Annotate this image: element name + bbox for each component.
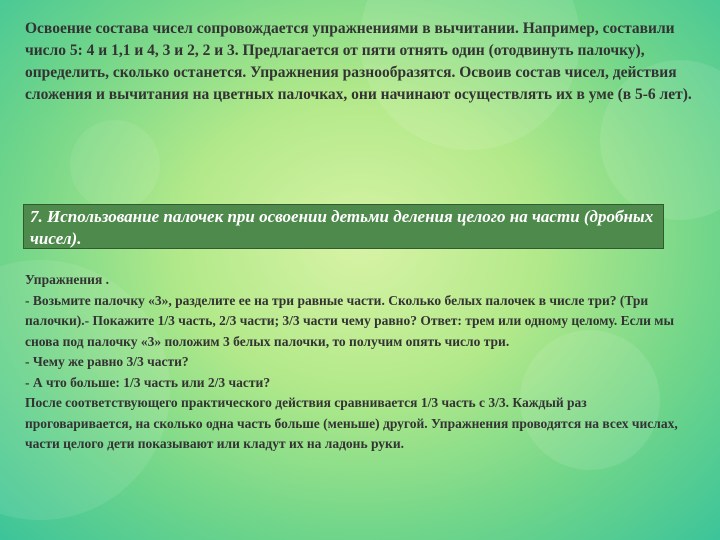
body-text [25,270,690,455]
exercise-line: - Чему же равно 3/3 части? [25,354,189,369]
intro-paragraph: Освоение состава чисел сопровождается упражнениями в вычитании. Например, составили число 5: 4 и 1,1 и 4, 3 и 2, 2 и 3. Предлагается от пяти отнять один (отодвинуть палочку), определить, сколько останется. Упражнения разнообразятся. Освоив состав чисел, действия сложения и вычитания на цветных палочках, они начинают осуществлять их в уме (в 5-6 лет). [25,20,692,103]
decorative-bubble [70,120,160,210]
section-heading-box [23,204,664,249]
section-heading: 7. Использование палочек при освоении детьми деления целого на части (дробных чисел). [30,207,654,248]
exercise-line: - Возьмите палочку «3», разделите ее на три равные части. Сколько белых палочек в числе три? (Три палочки).- Покажите 1/3 часть, 2/3 части; 3/3 части чему равно? Ответ: трем или одному целому. Если мы снова под палочку «3» положим 3 белых палочки, то получим опять число три. [25,292,675,349]
exercises-label: Упражнения . [25,272,110,287]
conclusion-paragraph: После соответствующего практического действия сравнивается 1/3 часть с 3/3. Каждый раз проговаривается, на сколько одна часть больше (меньше) другой. Упражнения проводятся на всех числах, части целого дети показывают или кладут их на ладонь руки. [25,395,678,451]
exercise-line: - А что больше: 1/3 часть или 2/3 части? [25,374,271,390]
